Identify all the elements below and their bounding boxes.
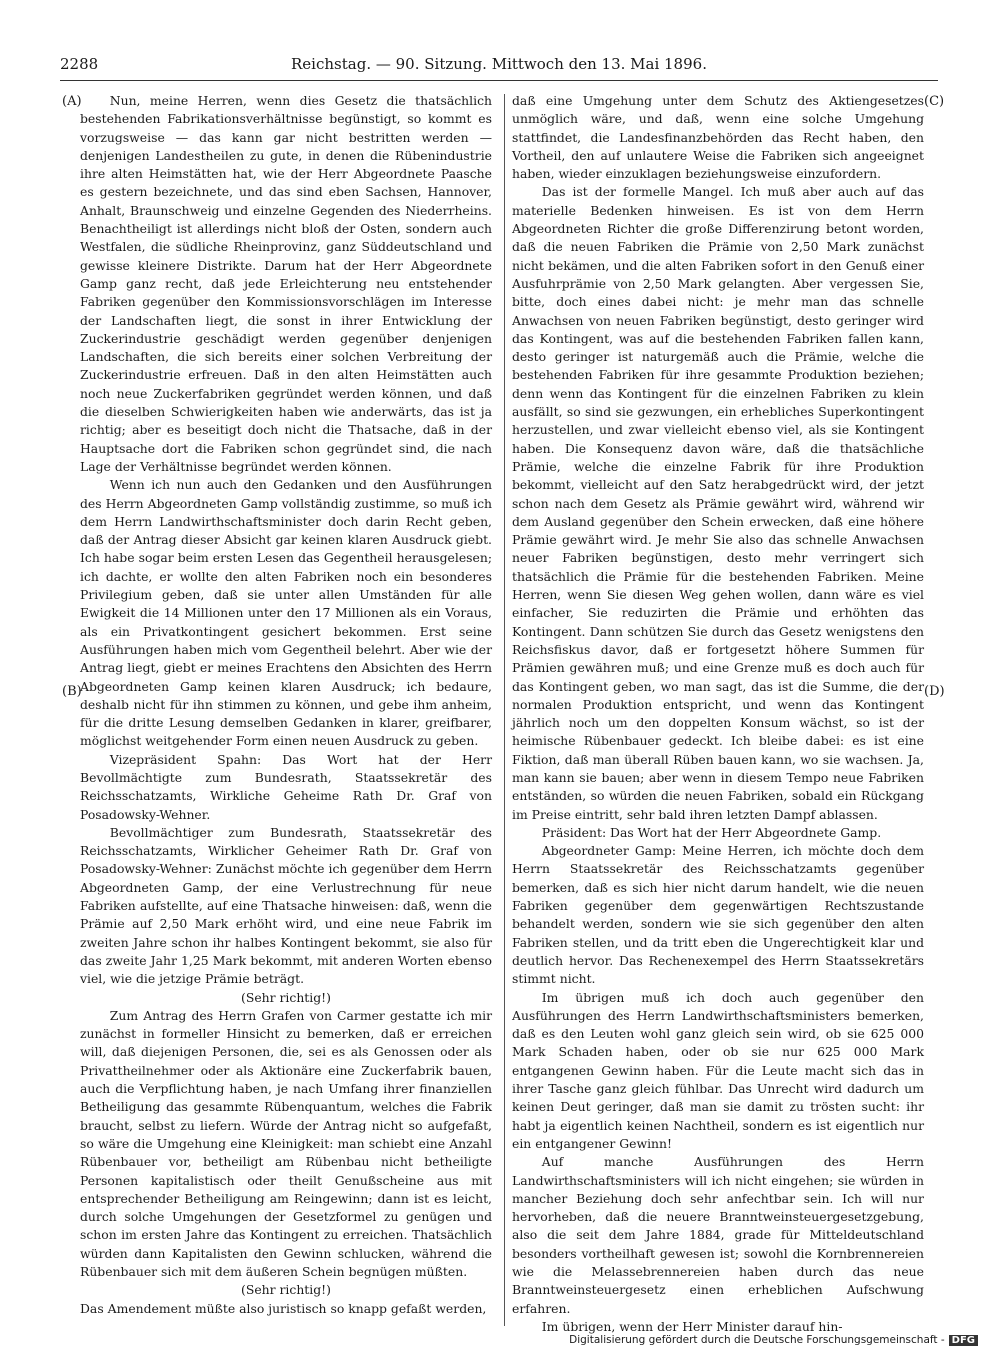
page-header <box>60 55 938 77</box>
left-column <box>80 92 492 1318</box>
column-divider <box>504 94 505 1326</box>
paragraph: Das Amendement müßte also juristisch so knapp gefaßt werden, <box>80 1300 487 1316</box>
paragraph: Wenn ich nun auch den Gedanken und den Ausführungen des Herrn Abgeordneten Gamp vollständig zustimme, so muß ich dem Herrn Landwirthschaftsminister doch darin Recht geben, daß der Antrag dieser Absicht gar keinen klaren Ausdruck giebt. Ich habe sogar beim ersten Lesen das Gegentheil herausgelesen; ich dachte, er wollte den alten Fabriken noch ein besonderes Privilegium geben, daß sie unter allen Umständen für alle Ewigkeit die 14 Millionen unter den 17 Millionen als ein Voraus, als ein Privatkontingent gesichert bekommen. Erst seine Ausführungen haben mich vom Gegentheil belehrt. Aber wie der Antrag liegt, giebt er meines Erachtens den Absichten des Herrn Abgeordneten Gamp keinen klaren Ausdruck; ich bedaure, deshalb nicht für ihn stimmen zu können, und gebe ihm anheim, für die dritte Lesung demselben Gedanken in klarer, greifbarer, möglichst weitgehender Form einen neuen Ausdruck zu geben. <box>80 477 492 749</box>
paragraph: Abgeordneter Gamp: Meine Herren, ich möchte doch dem Herrn Staatssekretär des Reichsschatzamts gegenüber bemerken, daß es sich hier nicht darum handelt, wie die neuen Fabriken gegenüber dem gegenwärtigen Rechtszustande behandelt werden, sondern wie sie sich gegenüber den alten Fabriken stellen, und da tritt eben die Ungerechtigkeit klar und deutlich hervor. Das Rechenexempel des Herrn Staatssekretärs stimmt nicht. <box>512 843 924 987</box>
paragraph: Nun, meine Herren, wenn dies Gesetz die thatsächlich bestehenden Fabrikationsverhältnisse begünstigt, so kommt es vorzugsweise — das kann gar nicht bestritten werden — denjenigen Landestheilen zu gute, in denen die Rübenindustrie ihre alten Heimstätten hat, wie der Herr Abgeordnete Paasche es gestern bezeichnete, und das sind eben Sachsen, Hannover, Anhalt, Braunschweig und einzelne Gegenden des Niederrheins. Benachtheiligt ist allerdings nicht bloß der Osten, sondern auch Westfalen, die südliche Rheinprovinz, ganz Süddeutschland und gewisse kleinere Distrikte. Darum hat der Herr Abgeordnete Gamp ganz recht, daß jede Erleichterung neu entstehender Fabriken gegenüber den Kommissionsvorschlägen im Interesse der Landschaften liegt, die sonst in ihrer Entwicklung der Zuckerindustrie geschädigt werden gegenüber denjenigen Landschaften, die sich bereits einer solchen Verbreitung der Zuckerindustrie erfreuen. Daß in den alten Heimstätten auch noch neue Zuckerfabriken gegründet werden können, und daß die dieselben Schwierigkeiten haben wie anderwärts, das ist ja richtig; aber es beseitigt doch nicht die Thatsache, daß in der Hauptsache dort die Fabriken schon gegründet sind, die nach Lage der Verhältnisse begründet werden können. <box>80 93 492 474</box>
right-column <box>512 92 924 1336</box>
paragraph: Bevollmächtiger zum Bundesrath, Staatssekretär des Reichsschatzamts, Wirklicher Geheimer Rath Dr. Graf von Posadowsky-Wehner: Zunächst möchte ich gegenüber dem Herrn Abgeordneten Gamp, der eine Verlustrechnung für neue Fabriken aufstellte, auf eine Thatsache hinweisen: daß, wenn die Prämie auf 2,50 Mark erhöht wird, und eine neue Fabrik im zweiten Jahre schon ihr halbes Kontingent bekommt, sie also für das zweite Jahr 1,25 Mark bekommt, mit anderen Worten ebenso viel, wie die jetzige Prämie beträgt. <box>80 824 492 987</box>
paragraph: Auf manche Ausführungen des Herrn Landwirthschaftsministers will ich nicht eingehen; sie würden in mancher Beziehung doch sehr anfechtbar sein. Ich will nur hervorheben, daß die neuere Branntweinsteuergesetzgebung, also die seit dem Jahre 1884, grade für Mitteldeutschland besonders vortheilhaft gewesen ist; sowohl die Kornbrennereien wie die Melassebrennereien haben durch das neue Branntweinsteuergesetz einen erheblichen Aufschwung erfahren. <box>512 1154 924 1316</box>
paragraph: Das ist der formelle Mangel. Ich muß aber auch auf das materielle Bedenken hinweisen. Es ist von dem Herrn Abgeordneten Richter die große Differenzirung betont worden, daß die neuen Fabriken die Prämie von 2,50 Mark zunächst nicht bekämen, und die alten Fabriken sofort in den Genuß einer Ausfuhrprämie von 2,50 Mark gelangten. Aber vergessen Sie, bitte, doch eines dabei nicht: je mehr man das schnelle Anwachsen von neuen Fabriken begünstigt, desto geringer wird das Kontingent, was auf die bestehenden Fabriken fallen kann, desto geringer ist naturgemäß auch die Prämie, welche die bestehenden Fabriken für ihre gesammte Produktion beziehen; denn wenn das Kontingent für die einzelnen Fabriken zu klein ausfällt, so sind sie gezwungen, ein erhebliches Superkontingent herzustellen, und zwar vielleicht ebenso viel, als sie Kontingent haben. Die Konsequenz davon wäre, daß die thatsächliche Prämie, welche die einzelne Fabrik für ihre Produktion bekommt, vielleicht auf den Satz herabgedrückt wird, der jetzt schon nach dem Gesetz als Prämie gewährt wird, während wir dem Ausland gegenüber den Schein erwecken, daß eine höhere Prämie gewährt wird. Je mehr Sie also das schnelle Anwachsen neuer Fabriken begünstigen, desto mehr verringert sich thatsächlich die Prämie für die bestehenden Fabriken. Meine Herren, wenn Sie diesen Weg gehen wollen, dann wäre es viel einfacher, Sie reduzirten die Prämie und erhöhten das Kontingent. Dann schützen Sie durch das Gesetz wenigstens den Reichsfiskus davor, daß er fortgesetzt höhere Summen für Prämien gewähren muß; und eine Grenze muß es doch auch für das Kontingent geben, wo man sagt, das ist die Summe, die der normalen Produktion entspricht, und wenn das Kontingent jährlich noch um den doppelten Konsum wächst, so ist der heimische Rübenbauer gedeckt. Ich bleibe dabei: es ist eine Fiktion, daß man überall Rüben bauen kann, wo sie wachsen. Ja, man kann sie bauen; aber wenn in diesem Tempo neue Fabriken entständen, so würden die neuen Fabriken, sobald ein Rückgang im Preise eintritt, sehr bald ihren letzten Dampf ablassen. <box>512 184 924 822</box>
interjection: (Sehr richtig!) <box>241 1282 331 1298</box>
margin-marker-c: (C) <box>924 94 945 109</box>
dfg-logo: DFG <box>949 1335 978 1346</box>
interjection: (Sehr richtig!) <box>241 989 331 1005</box>
page-number: 2288 <box>60 55 99 73</box>
margin-marker-a: (A) <box>62 94 82 109</box>
paragraph: Im übrigen, wenn der Herr Minister darauf hin- <box>541 1318 843 1334</box>
footer-text: Digitalisierung gefördert durch die Deutsche Forschungsgemeinschaft - <box>569 1334 945 1346</box>
paragraph: Vizepräsident Spahn: Das Wort hat der Herr Bevollmächtigte zum Bundesrath, Staatssekretär des Reichsschatzamts, Wirkliche Geheime Rath Dr. Graf von Posadowsky-Wehner. <box>80 751 492 822</box>
footer <box>569 1334 978 1346</box>
header-rule <box>60 80 938 81</box>
page-title: Reichstag. — 90. Sitzung. Mittwoch den 13. Mai 1896. <box>291 55 707 73</box>
paragraph: Zum Antrag des Herrn Grafen von Carmer gestatte ich mir zunächst in formeller Hinsicht zu bemerken, daß er erreichen will, daß diejenigen Personen, die, sei es als Genossen oder als Privattheilnehmer oder als Aktionäre eine Zuckerfabrik bauen, auch die Verpflichtung haben, je nach Umfang ihrer finanziellen Betheiligung das gesammte Rübenquantum, welches die Fabrik braucht, selbst zu liefern. Würde der Antrag nicht so aufgefaßt, so wäre die Umgehung eine Kleinigkeit: man schiebt eine Anzahl Rübenbauer vor, betheiligt am Rübenbau nicht betheiligte Personen kapitalistisch oder theilt Genußscheine aus mit entsprechender Betheiligung am Reingewinn; dann ist es leicht, durch solche Umgehungen der Gesetzformel zu genügen und schon im ersten Jahre das Kontingent zu erreichen. Thatsächlich würden dann Kapitalisten den Gewinn schlucken, während die Rübenbauer sich mit dem äußeren Schein begnügen müßten. <box>80 1007 492 1279</box>
paragraph: daß eine Umgehung unter dem Schutz des Aktiengesetzes unmöglich wäre, und daß, wenn eine solche Umgehung stattfindet, die Landesfinanzbehörden das Recht haben, den Vortheil, den auf unlautere Weise die Fabriken sich angeeignet haben, wieder einzuklagen beziehungsweise einzufordern. <box>512 93 924 182</box>
paragraph: Präsident: Das Wort hat der Herr Abgeordnete Gamp. <box>541 824 882 840</box>
margin-marker-b: (B) <box>62 684 82 699</box>
margin-marker-d: (D) <box>924 684 945 699</box>
paragraph: Im übrigen muß ich doch auch gegenüber den Ausführungen des Herrn Landwirthschaftsministers bemerken, daß es den Leuten wohl ganz gleich sein wird, ob sie 625 000 Mark Schaden haben, oder ob sie nur 625 000 Mark entgangenen Gewinn haben. Für die Leute macht sich das in ihrer Tasche ganz gleich fühlbar. Das Unrecht wird dadurch um keinen Deut geringer, daß man sie damit zu trösten sucht: ihr habt ja eigentlich keinen Nachtheil, sondern es ist eigentlich nur ein entgangener Gewinn! <box>512 989 924 1151</box>
